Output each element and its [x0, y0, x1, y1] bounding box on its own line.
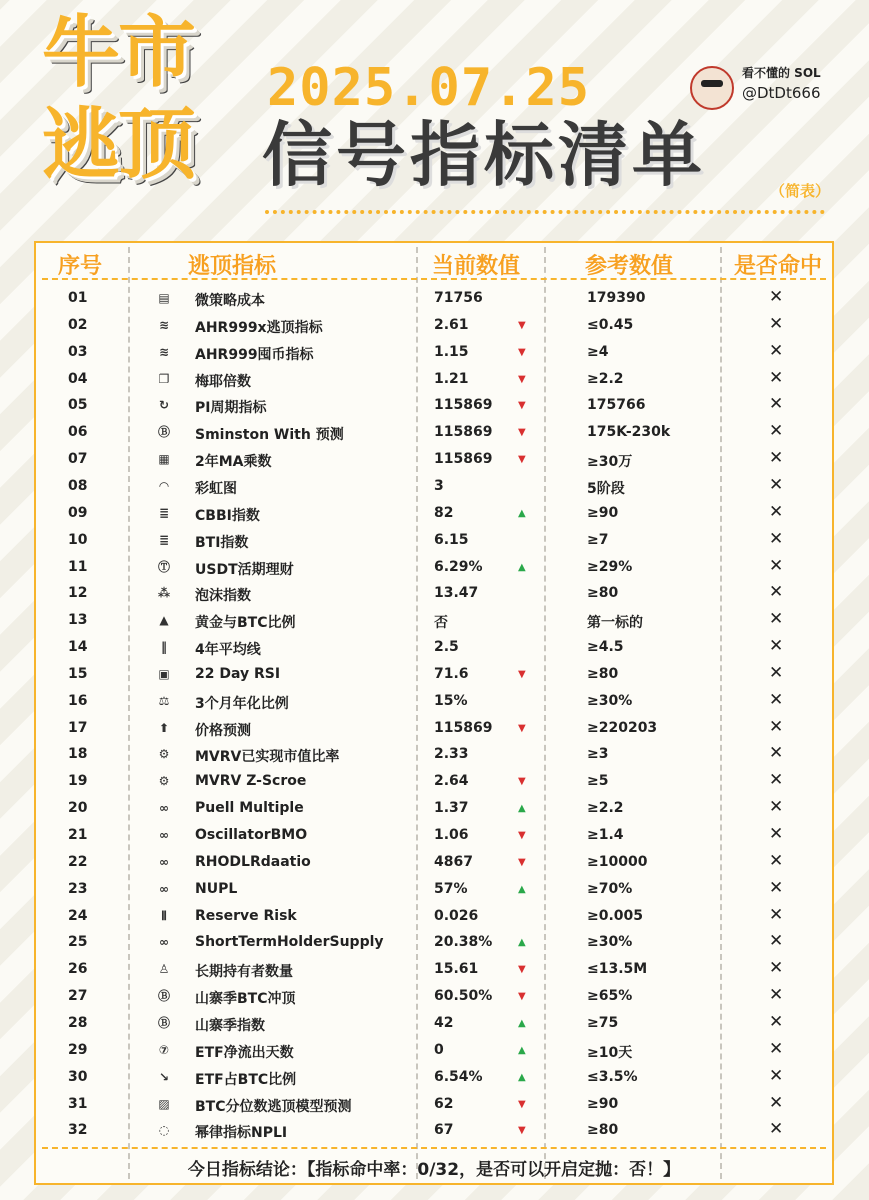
row-number: 20 [68, 800, 88, 817]
reference-value: ≥2.2 [587, 800, 624, 817]
coins-icon: ≣ [158, 532, 170, 547]
indicator-name: 梅耶倍数 [195, 373, 251, 390]
hit-mark: ✕ [769, 904, 784, 925]
table-row [36, 527, 832, 554]
header-indicator: 逃顶指标 [188, 254, 277, 279]
hit-mark: ✕ [769, 448, 784, 469]
trend-up-icon: ▲ [518, 1071, 526, 1083]
table-row [36, 473, 832, 500]
indicator-name: AHR999囤币指标 [195, 346, 314, 363]
hit-mark: ✕ [769, 287, 784, 307]
table-row [36, 1091, 832, 1118]
current-value: 62 [434, 1095, 454, 1112]
row-number: 09 [68, 504, 88, 521]
current-value: 15% [434, 692, 468, 709]
reference-value: 175K-230k [587, 424, 671, 441]
reference-value: ≥3 [587, 746, 609, 763]
row-number: 11 [68, 558, 88, 575]
reference-value: ≥80 [587, 1122, 619, 1139]
trend-down-icon: ▼ [518, 346, 526, 358]
current-value: 115869 [434, 719, 493, 736]
row-number: 22 [68, 853, 88, 870]
trend-up-icon: ▲ [518, 803, 526, 815]
reference-value: ≤0.45 [587, 316, 634, 333]
row-number: 25 [68, 934, 88, 951]
hit-mark: ✕ [769, 1092, 784, 1113]
handshake-icon: ∞ [159, 854, 169, 869]
row-number: 19 [68, 773, 88, 790]
indicator-name: PI周期指标 [195, 400, 267, 417]
indicator-name: 幂律指标NPLI [195, 1125, 288, 1142]
big-title-line1: 牛市 [42, 8, 195, 98]
ahr-icon: ≋ [158, 317, 170, 332]
indicator-name: Reserve Risk [195, 907, 297, 924]
indicator-name: 黄金与BTC比例 [195, 615, 296, 632]
hit-mark: ✕ [769, 824, 784, 844]
table-row [36, 392, 832, 419]
hit-mark: ✕ [769, 501, 784, 522]
indicator-name: ETF净流出天数 [195, 1044, 294, 1061]
table-row [36, 634, 832, 661]
reference-value: ≥4.5 [587, 639, 624, 656]
conclusion: 今日指标结论：【指标命中率：0/32，是否可以开启定抛：否！】 [187, 1160, 681, 1180]
header-hit: 是否命中 [734, 254, 823, 279]
row-number: 26 [68, 961, 88, 978]
row-number: 27 [68, 988, 88, 1005]
hit-mark: ✕ [769, 958, 784, 979]
table-row [36, 1117, 832, 1144]
trend-down-icon: ▼ [518, 373, 526, 385]
subnote: （简表） [770, 182, 831, 200]
table-row [36, 366, 832, 393]
trend-down-icon: ▼ [518, 319, 526, 331]
row-number: 17 [68, 719, 88, 736]
current-value: 42 [434, 1014, 454, 1031]
table-row [36, 500, 832, 527]
hit-mark: ✕ [769, 985, 784, 1006]
reference-value: ≥65% [587, 988, 633, 1005]
rainbow-icon: ◠ [159, 478, 169, 493]
hit-mark: ✕ [769, 609, 784, 630]
table-row [36, 580, 832, 607]
current-value: 2.33 [434, 746, 469, 763]
handshake-icon: ∞ [159, 881, 169, 896]
table-row [36, 741, 832, 768]
table-row [36, 903, 832, 930]
current-value: 71.6 [434, 665, 469, 682]
reference-value: ≤13.5M [587, 961, 648, 978]
trend-down-icon: ▼ [518, 964, 526, 976]
dotted-divider [265, 210, 825, 214]
table-row [36, 661, 832, 688]
reference-value: ≥75 [587, 1014, 619, 1031]
avatar [690, 66, 734, 110]
trend-down-icon: ▼ [518, 856, 526, 868]
current-value: 6.54% [434, 1068, 483, 1085]
table-row [36, 849, 832, 876]
reference-value: ≥30% [587, 934, 633, 951]
reference-value: 179390 [587, 290, 646, 306]
reference-value: ≥29% [587, 558, 633, 575]
row-number: 28 [68, 1014, 88, 1031]
hit-mark: ✕ [769, 367, 784, 388]
table-row [36, 554, 832, 581]
current-value: 115869 [434, 397, 493, 414]
row-number: 21 [68, 827, 88, 843]
row-number: 18 [68, 746, 88, 763]
bitcoin-icon: Ⓑ [157, 425, 170, 440]
trend-up-icon: ▲ [518, 561, 526, 573]
stripes-icon: ▨ [158, 1096, 170, 1111]
handshake-icon: ∞ [159, 935, 169, 950]
reference-value: ≥90 [587, 1095, 619, 1112]
current-value: 6.15 [434, 531, 469, 548]
indicator-name: CBBI指数 [195, 507, 260, 524]
current-value: 1.06 [434, 827, 469, 843]
row-number: 06 [68, 424, 88, 441]
indicator-name: 泡沫指数 [195, 588, 251, 605]
date-label: 2025.07.25 [267, 58, 591, 118]
indicator-name: ETF占BTC比例 [195, 1071, 297, 1088]
indicator-name: USDT活期理财 [195, 561, 294, 578]
hit-mark: ✕ [769, 1119, 784, 1140]
ahr-icon: ≋ [158, 344, 170, 359]
row-number: 15 [68, 665, 88, 682]
hit-mark: ✕ [769, 1011, 784, 1032]
document-icon: ▤ [158, 291, 170, 305]
table-row [36, 983, 832, 1010]
hit-mark: ✕ [769, 770, 784, 791]
trend-down-icon: ▼ [518, 1098, 526, 1110]
spiral-icon: ◌ [158, 1123, 170, 1138]
tether-icon: Ⓣ [157, 559, 170, 574]
coins-icon: ≣ [158, 505, 170, 520]
indicator-name: Sminston With 预测 [195, 427, 344, 444]
table-row [36, 607, 832, 634]
indicator-table [34, 241, 834, 1185]
hit-mark: ✕ [769, 1065, 784, 1086]
reference-value: ≥70% [587, 880, 633, 897]
table-row [36, 419, 832, 446]
trend-down-icon: ▼ [518, 400, 526, 412]
current-value: 115869 [434, 451, 493, 468]
indicator-name: RHODLRdaatio [195, 853, 311, 870]
author-name: 看不懂的 SOL [742, 66, 821, 80]
current-value: 2.64 [434, 773, 469, 790]
hit-mark: ✕ [769, 931, 784, 952]
table-row [36, 795, 832, 822]
indicator-name: NUPL [195, 880, 238, 897]
indicator-name: BTI指数 [195, 534, 249, 551]
reference-value: ≥220203 [587, 719, 658, 736]
reference-value: ≥80 [587, 665, 619, 682]
current-value: 20.38% [434, 934, 493, 951]
bars-icon: ‖ [161, 640, 167, 655]
hit-mark: ✕ [769, 662, 784, 683]
indicator-name: AHR999x逃顶指标 [195, 319, 323, 336]
current-value: 60.50% [434, 988, 493, 1005]
reference-value: ≤3.5% [587, 1068, 638, 1085]
row-number: 29 [68, 1041, 88, 1058]
indicator-name: MVRV Z-Scroe [195, 773, 307, 790]
waveform-icon: ⫴ [161, 908, 167, 923]
current-value: 0.026 [434, 907, 479, 924]
row-number: 02 [68, 316, 88, 333]
reference-value: ≥10天 [587, 1044, 633, 1061]
bitcoin-icon: Ⓑ [157, 989, 170, 1004]
table-row [36, 822, 832, 849]
hit-mark: ✕ [769, 689, 784, 710]
table-row [36, 339, 832, 366]
hit-mark: ✕ [769, 797, 784, 818]
reference-value: ≥0.005 [587, 907, 644, 924]
reference-value: 5阶段 [587, 480, 625, 497]
big-title-line2: 逃顶 [42, 100, 195, 190]
row-number: 14 [68, 639, 88, 656]
row-number: 07 [68, 451, 88, 468]
current-value: 67 [434, 1122, 454, 1139]
hit-mark: ✕ [769, 743, 784, 764]
row-number: 01 [68, 290, 88, 306]
table-row [36, 768, 832, 795]
current-value: 15.61 [434, 961, 479, 978]
hit-mark: ✕ [769, 421, 784, 442]
current-value: 2.61 [434, 316, 469, 333]
table-row [36, 876, 832, 903]
current-value: 6.29% [434, 558, 483, 575]
hit-mark: ✕ [769, 528, 784, 549]
hit-mark: ✕ [769, 850, 784, 871]
indicator-name: 2年MA乘数 [195, 454, 272, 471]
bubble-icon: ⁂ [157, 586, 171, 601]
hit-mark: ✕ [769, 877, 784, 898]
table-row [36, 956, 832, 983]
table-row [36, 285, 832, 312]
scale-icon: ⚖ [158, 693, 170, 708]
table-row [36, 1064, 832, 1091]
table-row [36, 1010, 832, 1037]
hit-mark: ✕ [769, 313, 784, 334]
table-row [36, 688, 832, 715]
current-value: 1.15 [434, 343, 469, 360]
chart-icon: ▦ [158, 452, 170, 467]
indicator-name: OscillatorBMO [195, 827, 308, 843]
bitcoin-icon: Ⓑ [157, 1015, 170, 1030]
current-value: 13.47 [434, 585, 479, 602]
hit-mark: ✕ [769, 340, 784, 361]
header-reference: 参考数值 [585, 254, 674, 279]
holder-icon: ♙ [158, 962, 170, 977]
row-number: 13 [68, 612, 88, 629]
indicator-name: BTC分位数逃顶模型预测 [195, 1098, 352, 1115]
reference-value: ≥80 [587, 585, 619, 602]
trend-down-icon: ▼ [518, 454, 526, 466]
indicator-name: 价格预测 [195, 722, 251, 739]
reference-value: ≥1.4 [587, 827, 624, 843]
indicator-name: Puell Multiple [195, 800, 304, 817]
hit-mark: ✕ [769, 636, 784, 657]
handshake-icon: ∞ [159, 801, 169, 816]
indicator-name: 彩虹图 [195, 480, 237, 497]
calendar-seven-icon: ⑦ [158, 1042, 170, 1057]
cycle-icon: ↻ [158, 398, 170, 413]
trend-down-icon: ↘ [158, 1069, 170, 1084]
indicator-name: 4年平均线 [195, 642, 261, 659]
copy-icon: ❐ [158, 371, 170, 386]
header-num: 序号 [58, 254, 103, 279]
reference-value: ≥10000 [587, 853, 648, 870]
reference-value: ≥5 [587, 773, 609, 790]
footer-divider [42, 1147, 826, 1149]
headline: 信号指标清单 [262, 114, 706, 196]
indicator-name: 山寨季指数 [195, 1017, 265, 1034]
current-value: 3 [434, 477, 444, 494]
row-number: 05 [68, 397, 88, 414]
row-number: 24 [68, 907, 88, 924]
table-row [36, 929, 832, 956]
current-value: 82 [434, 504, 454, 521]
handshake-icon: ∞ [159, 828, 169, 842]
row-number: 08 [68, 477, 88, 494]
current-value: 4867 [434, 853, 473, 870]
row-number: 23 [68, 880, 88, 897]
current-value: 71756 [434, 290, 483, 306]
gold-icon: ▲ [159, 613, 169, 628]
current-value: 0 [434, 1041, 444, 1058]
reference-value: ≥90 [587, 504, 619, 521]
trend-down-icon: ▼ [518, 1125, 526, 1137]
reference-value: ≥30% [587, 692, 633, 709]
trend-up-icon: ▲ [518, 507, 526, 519]
current-value: 1.37 [434, 800, 469, 817]
indicator-name: 3个月年化比例 [195, 695, 289, 712]
current-value: 2.5 [434, 639, 459, 656]
reference-value: ≥7 [587, 531, 609, 548]
calendar-icon: ▣ [158, 666, 170, 681]
current-value: 否 [434, 615, 448, 632]
trend-up-icon: ▲ [518, 937, 526, 949]
hit-mark: ✕ [769, 582, 784, 603]
row-number: 30 [68, 1068, 88, 1085]
row-number: 04 [68, 370, 88, 387]
indicator-name: 长期持有者数量 [195, 964, 293, 981]
gear-icon: ⚙ [158, 747, 170, 762]
row-number: 03 [68, 343, 88, 360]
table-row [36, 715, 832, 742]
hit-mark: ✕ [769, 555, 784, 576]
price-up-icon: ⬆ [158, 720, 170, 735]
trend-up-icon: ▲ [518, 1044, 526, 1056]
hit-mark: ✕ [769, 1038, 784, 1059]
reference-value: 175766 [587, 397, 646, 414]
indicator-name: 22 Day RSI [195, 665, 281, 682]
row-number: 31 [68, 1095, 88, 1112]
table-row [36, 1037, 832, 1064]
trend-down-icon: ▼ [518, 668, 526, 680]
indicator-name: ShortTermHolderSupply [195, 934, 384, 951]
table-row [36, 312, 832, 339]
reference-value: ≥30万 [587, 454, 633, 471]
trend-down-icon: ▼ [518, 830, 526, 841]
indicator-name: 山寨季BTC冲顶 [195, 991, 296, 1008]
row-number: 12 [68, 585, 88, 602]
reference-value: ≥4 [587, 343, 609, 360]
current-value: 115869 [434, 424, 493, 441]
reference-value: ≥2.2 [587, 370, 624, 387]
row-number: 32 [68, 1122, 88, 1139]
row-number: 10 [68, 531, 88, 548]
gear-icon: ⚙ [158, 774, 170, 789]
header-current: 当前数值 [432, 254, 521, 279]
trend-up-icon: ▲ [518, 1017, 526, 1029]
table-row [36, 446, 832, 473]
current-value: 57% [434, 880, 468, 897]
hit-mark: ✕ [769, 716, 784, 737]
author-handle: @DtDt666 [742, 84, 821, 102]
trend-down-icon: ▼ [518, 722, 526, 734]
reference-value: 第一标的 [587, 615, 643, 632]
current-value: 1.21 [434, 370, 469, 387]
trend-up-icon: ▲ [518, 883, 526, 895]
indicator-name: 微策略成本 [195, 293, 265, 309]
trend-down-icon: ▼ [518, 991, 526, 1003]
hit-mark: ✕ [769, 474, 784, 495]
trend-down-icon: ▼ [518, 776, 526, 788]
trend-down-icon: ▼ [518, 427, 526, 439]
row-number: 16 [68, 692, 88, 709]
hit-mark: ✕ [769, 394, 784, 415]
indicator-name: MVRV已实现市值比率 [195, 749, 340, 766]
